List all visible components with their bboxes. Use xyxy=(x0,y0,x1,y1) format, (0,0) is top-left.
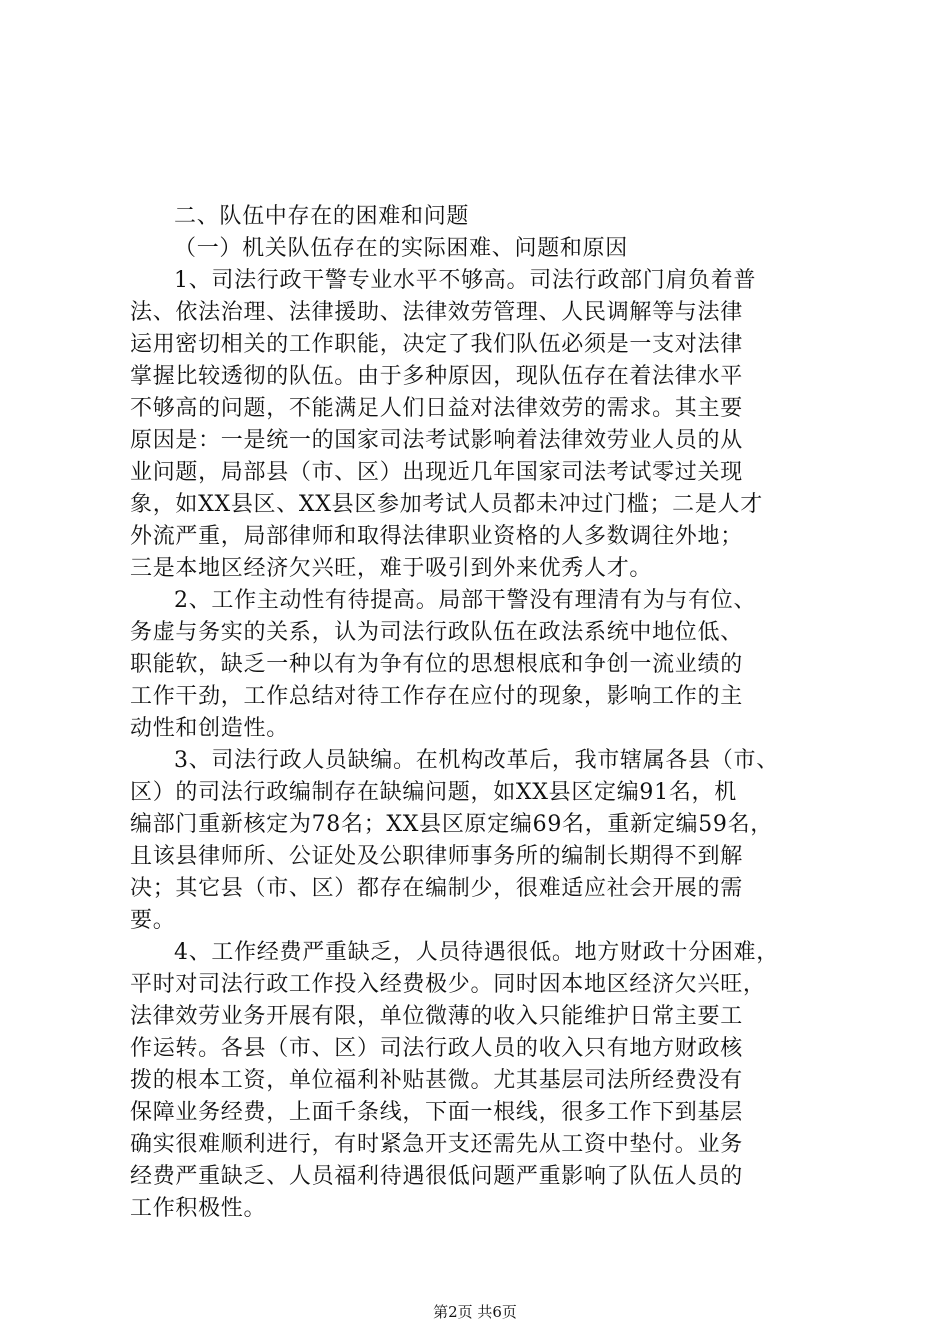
paragraph-line: 3、司法行政人员缺编。在机构改革后，我市辖属各县（市、 xyxy=(174,748,779,773)
paragraph-line: 经费严重缺乏、人员福利待遇很低问题严重影响了队伍人员的 xyxy=(130,1164,743,1189)
paragraph-line: 动性和创造性。 xyxy=(130,716,289,741)
document-body xyxy=(130,201,830,1225)
paragraph-line: 确实很难顺利进行，有时紧急开支还需先从工资中垫付。业务 xyxy=(130,1132,743,1157)
paragraph-line: 2、工作主动性有待提高。局部干警没有理清有为与有位、 xyxy=(174,588,757,613)
paragraph-line: 法、依法治理、法律援助、法律效劳管理、人民调解等与法律 xyxy=(130,300,743,325)
paragraph-line: 拨的根本工资，单位福利补贴甚微。尤其基层司法所经费没有 xyxy=(130,1068,743,1093)
paragraph-line: 不够高的问题，不能满足人们日益对法律效劳的需求。其主要 xyxy=(130,396,743,421)
paragraph-line: 法律效劳业务开展有限，单位微薄的收入只能维护日常主要工 xyxy=(130,1004,743,1029)
paragraph-line: 工作积极性。 xyxy=(130,1196,267,1221)
paragraph-line: 运用密切相关的工作职能，决定了我们队伍必须是一支对法律 xyxy=(130,332,743,357)
subsection-heading: （一）机关队伍存在的实际困难、问题和原因 xyxy=(174,236,629,261)
paragraph-line: 区）的司法行政编制存在缺编问题，如XX县区定编91名，机 xyxy=(130,780,737,805)
paragraph-line: 保障业务经费，上面千条线，下面一根线，很多工作下到基层 xyxy=(130,1100,743,1125)
paragraph-line: 作运转。各县（市、区）司法行政人员的收入只有地方财政核 xyxy=(130,1036,743,1061)
paragraph-line: 外流严重，局部律师和取得法律职业资格的人多数调往外地； xyxy=(130,524,743,549)
paragraph-line: 4、工作经费严重缺乏，人员待遇很低。地方财政十分困难， xyxy=(174,940,779,965)
paragraph-line: 且该县律师所、公证处及公职律师事务所的编制长期得不到解 xyxy=(130,844,743,869)
paragraph-line: 职能软，缺乏一种以有为争有位的思想根底和争创一流业绩的 xyxy=(130,652,743,677)
paragraph-line: 务虚与务实的关系，认为司法行政队伍在政法系统中地位低、 xyxy=(130,620,743,645)
paragraph-line: 三是本地区经济欠兴旺，难于吸引到外来优秀人才。 xyxy=(130,556,653,581)
paragraph-line: 原因是：一是统一的国家司法考试影响着法律效劳业人员的从 xyxy=(130,428,743,453)
page-number-footer: 第2页 共6页 xyxy=(433,1303,517,1321)
paragraph-line: 掌握比较透彻的队伍。由于多种原因，现队伍存在着法律水平 xyxy=(130,364,743,389)
paragraph-line: 1、司法行政干警专业水平不够高。司法行政部门肩负着普 xyxy=(174,268,757,293)
paragraph-line: 业问题，局部县（市、区）出现近几年国家司法考试零过关现 xyxy=(130,460,743,485)
paragraph-line: 决；其它县（市、区）都存在编制少，很难适应社会开展的需 xyxy=(130,876,743,901)
paragraph-line: 工作干劲，工作总结对待工作存在应付的现象，影响工作的主 xyxy=(130,684,743,709)
paragraph-line: 编部门重新核定为78名；XX县区原定编69名，重新定编59名， xyxy=(130,812,774,837)
paragraph-line: 平时对司法行政工作投入经费极少。同时因本地区经济欠兴旺， xyxy=(130,972,766,997)
paragraph-line: 象，如XX县区、XX县区参加考试人员都未冲过门槛；二是人才 xyxy=(130,492,763,517)
section-heading: 二、队伍中存在的困难和问题 xyxy=(174,204,470,229)
paragraph-line: 要。 xyxy=(130,908,176,933)
